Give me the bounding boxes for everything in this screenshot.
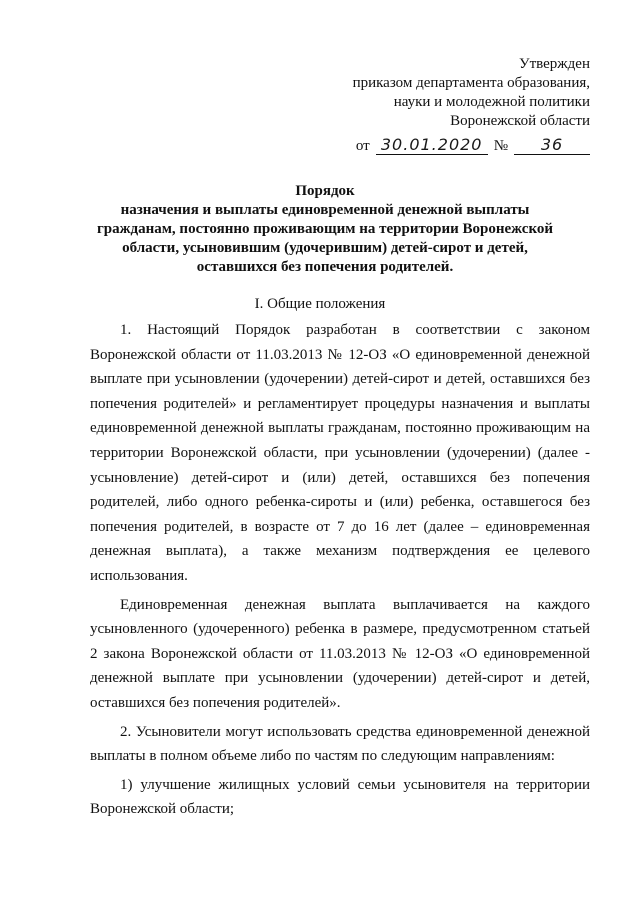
title-line-5: оставшихся без попечения родителей. — [196, 259, 454, 275]
approval-stamp — [353, 55, 590, 156]
date-prefix: от — [355, 138, 370, 154]
section-heading: I. Общие положения — [254, 296, 386, 312]
title-line-4: области, усыновившим (удочерившим) детей-сирот и детей, — [122, 240, 528, 256]
title-line-2: назначения и выплаты единовременной денежной выплаты — [120, 202, 530, 218]
approval-line-2: приказом департамента образования, — [352, 75, 590, 91]
title-line-1: Порядок — [295, 183, 355, 199]
paragraph-2: Единовременная денежная выплата выплачивается на каждого усыновленного (удочеренного) ребенка в размере, предусмотренном статьей 2 закона Воронежской области от 11.03.2013 № 12-ОЗ «О единовременной денежной выплате при усыновлении (удочерении) детей-сирот и детей, оставшихся без попечения родителей». — [90, 596, 590, 711]
approval-line-4: Воронежской области — [450, 113, 590, 129]
document-title — [60, 182, 590, 277]
title-line-3: гражданам, постоянно проживающим на территории Воронежской — [96, 221, 554, 237]
document-body — [90, 318, 590, 822]
approval-line-3: науки и молодежной политики — [393, 94, 590, 110]
paragraph-4: 1) улучшение жилищных условий семьи усыновителя на территории Воронежской области; — [90, 776, 590, 818]
paragraph-1: 1. Настоящий Порядок разработан в соответствии с законом Воронежской области от 11.03.2013 № 12-ОЗ «О единовременной денежной выплате при усыновлении (удочерении) детей-сирот и детей, оставшихся без попечения родителей» и регламентирует процедуры назначения и выплаты единовременной денежной выплаты гражданам, постоянно проживающим на территории Воронежской области, при усыновлении (удочерении) (далее - усыновление) детей-сирот и (или) детей, оставшихся без попечения родителей, либо одного ребенка-сироты и (или) ребенка, оставшегося без попечения родителей, в возрасте от 7 до 16 лет (далее – единовременная денежная выплата), а также механизм подтверждения ее целевого использования. — [90, 322, 590, 584]
handwritten-number: 36 — [514, 135, 590, 155]
approval-date-line — [353, 135, 590, 156]
approval-line-1: Утвержден — [518, 56, 590, 72]
number-prefix: № — [493, 138, 508, 154]
handwritten-date: 30.01.2020 — [376, 135, 488, 155]
paragraph-3: 2. Усыновители могут использовать средства единовременной денежной выплаты в полном объеме либо по частям по следующим направлениям: — [90, 723, 590, 765]
